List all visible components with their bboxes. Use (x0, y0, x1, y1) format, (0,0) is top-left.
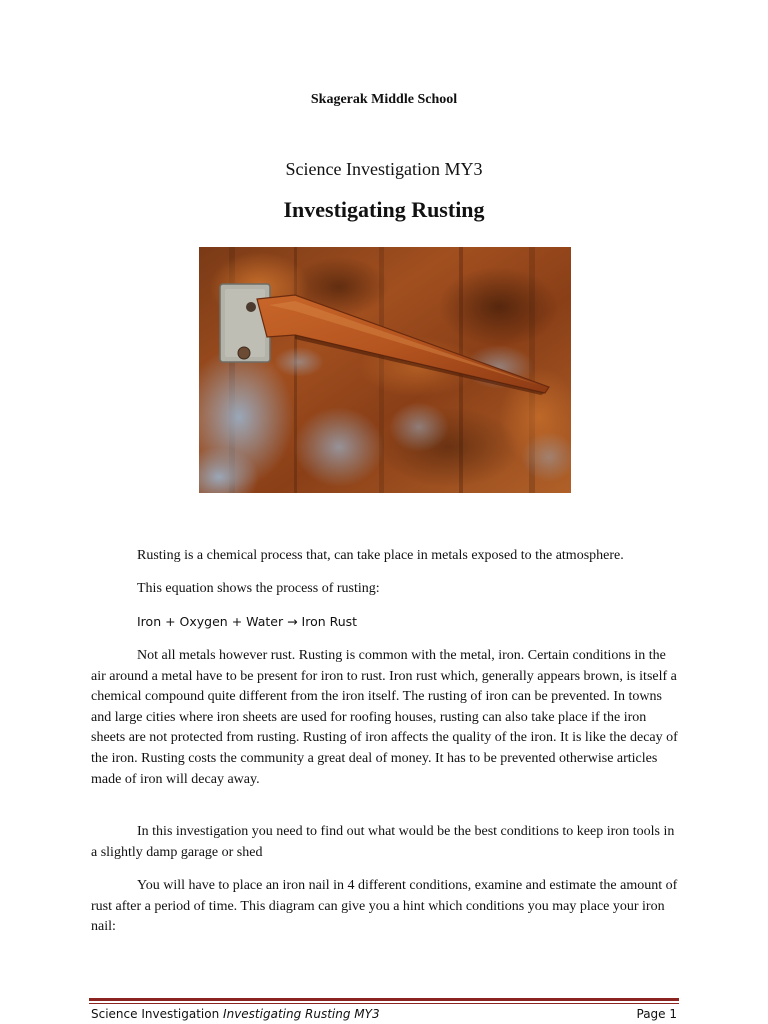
intro-paragraph: Rusting is a chemical process that, can take place in metals exposed to the atmosphere. (137, 548, 624, 563)
body-paragraph-2-text: In this investigation you need to find out what would be the best conditions to keep iron tools in a slightly damp garage or shed (91, 824, 675, 860)
body-paragraph-1 (91, 646, 681, 790)
school-name: Skagerak Middle School (310, 92, 458, 107)
footer-title: Investigating Rusting MY3 (223, 1007, 380, 1021)
footer-divider-thick (89, 998, 679, 1001)
document-subject: Science Investigation MY3 (285, 159, 483, 179)
page-title: Investigating Rusting (283, 197, 485, 222)
rusty-bracket-photo (199, 247, 571, 493)
equation-intro: This equation shows the process of rusting: (137, 581, 380, 596)
footer-document-label (91, 1006, 380, 1022)
footer-divider-thin (89, 1003, 679, 1004)
body-paragraph-3-text: You will have to place an iron nail in 4 different conditions, examine and estimate the amount of rust after a period of time. This diagram can give you a hint which conditions you may place your iron nail: (91, 878, 678, 935)
body-paragraph-3 (91, 876, 681, 938)
footer-prefix: Science Investigation (91, 1007, 220, 1021)
page-number: Page 1 (636, 1007, 677, 1021)
rusting-equation: Iron + Oxygen + Water → Iron Rust (137, 614, 358, 629)
body-paragraph-2 (91, 822, 681, 863)
rusty-bracket-illustration (199, 247, 571, 493)
body-paragraph-1-text: Not all metals however rust. Rusting is common with the metal, iron. Certain conditions in the air around a metal have to be present for iron to rust. Iron rust which, generally appears brown, is itself a chemical compound quite different from the iron itself. The rusting of iron can be prevented. In towns and large cities where iron sheets are used for roofing houses, rusting can also take place if the iron sheets are not protected from rusting. Rusting of iron affects the quality of the iron. It is like the decay of the iron. Rusting costs the community a great deal of money. It has to be prevented otherwise articles made of iron will decay away. (91, 648, 678, 787)
